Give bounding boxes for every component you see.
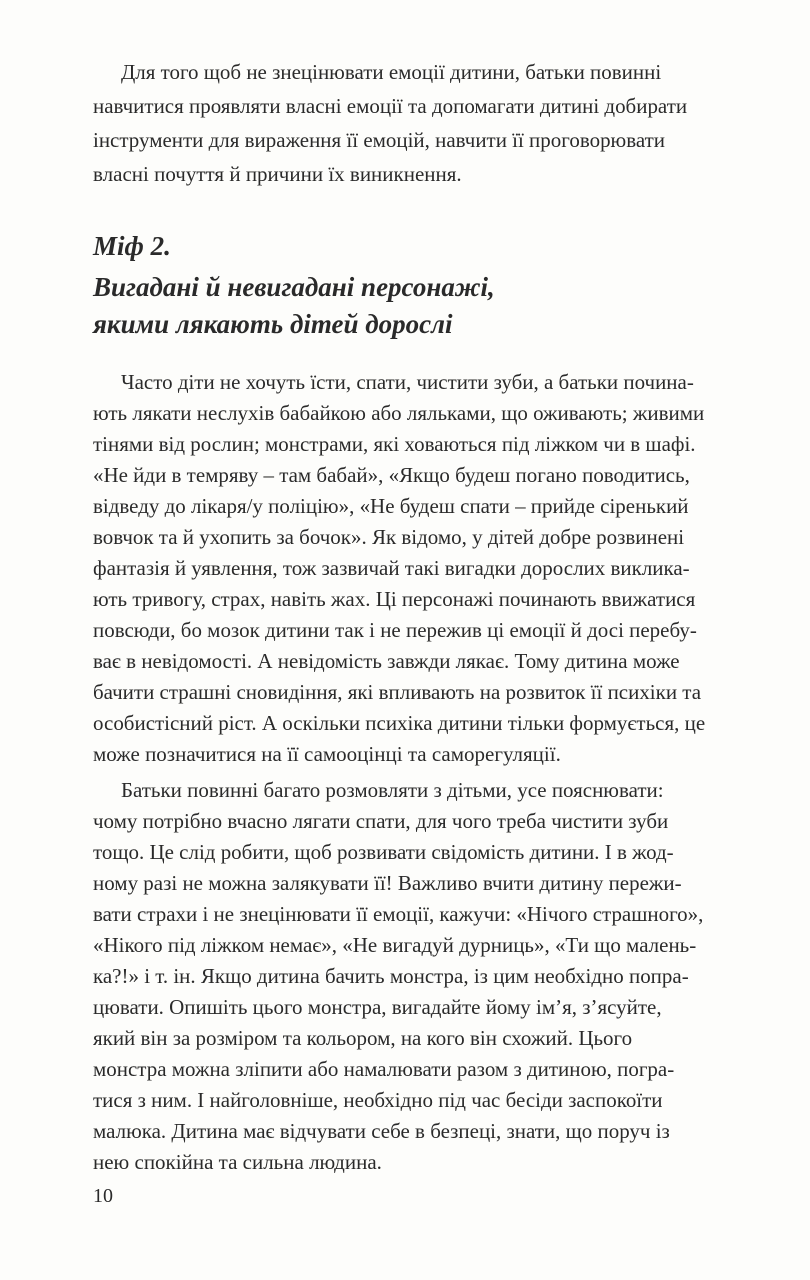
heading-line: якими лякають дітей дорослі <box>93 309 453 339</box>
text-line: нею спокійна та сильна людина. <box>93 1150 382 1174</box>
text-line: Для того щоб не знецінювати емоції дитини, батьки повинні <box>120 60 662 84</box>
text-line: ка?!» і т. ін. Якщо дитина бачить монстра, із цим необхідно попра- <box>93 964 689 988</box>
text-line: малюка. Дитина має відчувати себе в безпеці, знати, що поруч із <box>93 1119 670 1143</box>
text-line: ває в невідомості. А невідомість завжди лякає. Тому дитина може <box>93 649 680 673</box>
text-line: цювати. Опишіть цього монстра, вигадайте йому ім’я, з’ясуйте, <box>93 995 662 1019</box>
text-line: вовчок та й ухопить за бочок». Як відомо, у дітей добре розвинені <box>93 525 685 549</box>
heading-line: Міф 2. <box>93 231 171 261</box>
text-line: може позначитися на її самооцінці та саморегуляції. <box>93 742 561 766</box>
text-line: «Не йди в темряву – там бабай», «Якщо будеш погано поводитись, <box>93 463 690 487</box>
text-line: Батьки повинні багато розмовляти з дітьми, усе пояснювати: <box>120 778 664 802</box>
text-line: чому потрібно вчасно лягати спати, для чого треба чистити зуби <box>93 809 669 833</box>
text-line: навчитися проявляти власні емоції та допомагати дитині добирати <box>93 94 688 118</box>
text-line: який він за розміром та кольором, на кого він схожий. Цього <box>93 1026 633 1050</box>
text-line: бачити страшні сновидіння, які впливають на розвиток її психіки та <box>93 680 702 704</box>
paragraph-advice <box>93 775 787 1178</box>
text-line: особистісний ріст. А оскільки психіка дитини тільки формується, це <box>93 711 706 735</box>
paragraph-intro <box>93 55 787 191</box>
page-number: 10 <box>93 1185 113 1207</box>
text-line: ють лякати неслухів бабайкою або ляльками, що оживають; живими <box>93 401 705 425</box>
text-line: монстра можна зліпити або намалювати разом з дитиною, погра- <box>93 1057 675 1081</box>
text-line: тощо. Це слід робити, щоб розвивати свідомість дитини. І в жод- <box>93 840 674 864</box>
text-line: тінями від рослин; монстрами, які ховаються під ліжком чи в шафі. <box>93 432 696 456</box>
text-line: інструменти для вираження її емоцій, навчити її проговорювати <box>93 128 665 152</box>
text-line: відведу до лікаря/у поліцію», «Не будеш спати – прийде сіренький <box>93 494 689 518</box>
text-line: повсюди, бо мозок дитини так і не пережив ці емоції й досі перебу- <box>93 618 697 642</box>
heading-line: Вигадані й невигадані персонажі, <box>93 272 495 302</box>
text-line: ному разі не можна залякувати її! Важливо вчити дитину пережи- <box>93 871 682 895</box>
text-line: «Нікого під ліжком немає», «Не вигадуй дурниць», «Ти що малень- <box>93 933 697 957</box>
section-heading <box>93 228 787 343</box>
text-line: вати страхи і не знецінювати її емоції, кажучи: «Нічого страшного», <box>93 902 704 926</box>
text-line: ють тривогу, страх, навіть жах. Ці персонажі починають ввижатися <box>93 587 696 611</box>
text-line: власні почуття й причини їх виникнення. <box>93 162 462 186</box>
paragraph-myth-description <box>93 367 787 770</box>
text-line: тися з ним. І найголовніше, необхідно під час бесіди заспокоїти <box>93 1088 663 1112</box>
text-line: Часто діти не хочуть їсти, спати, чистити зуби, а батьки почина- <box>120 370 694 394</box>
text-line: фантазія й уявлення, тож зазвичай такі вигадки дорослих виклика- <box>93 556 690 580</box>
